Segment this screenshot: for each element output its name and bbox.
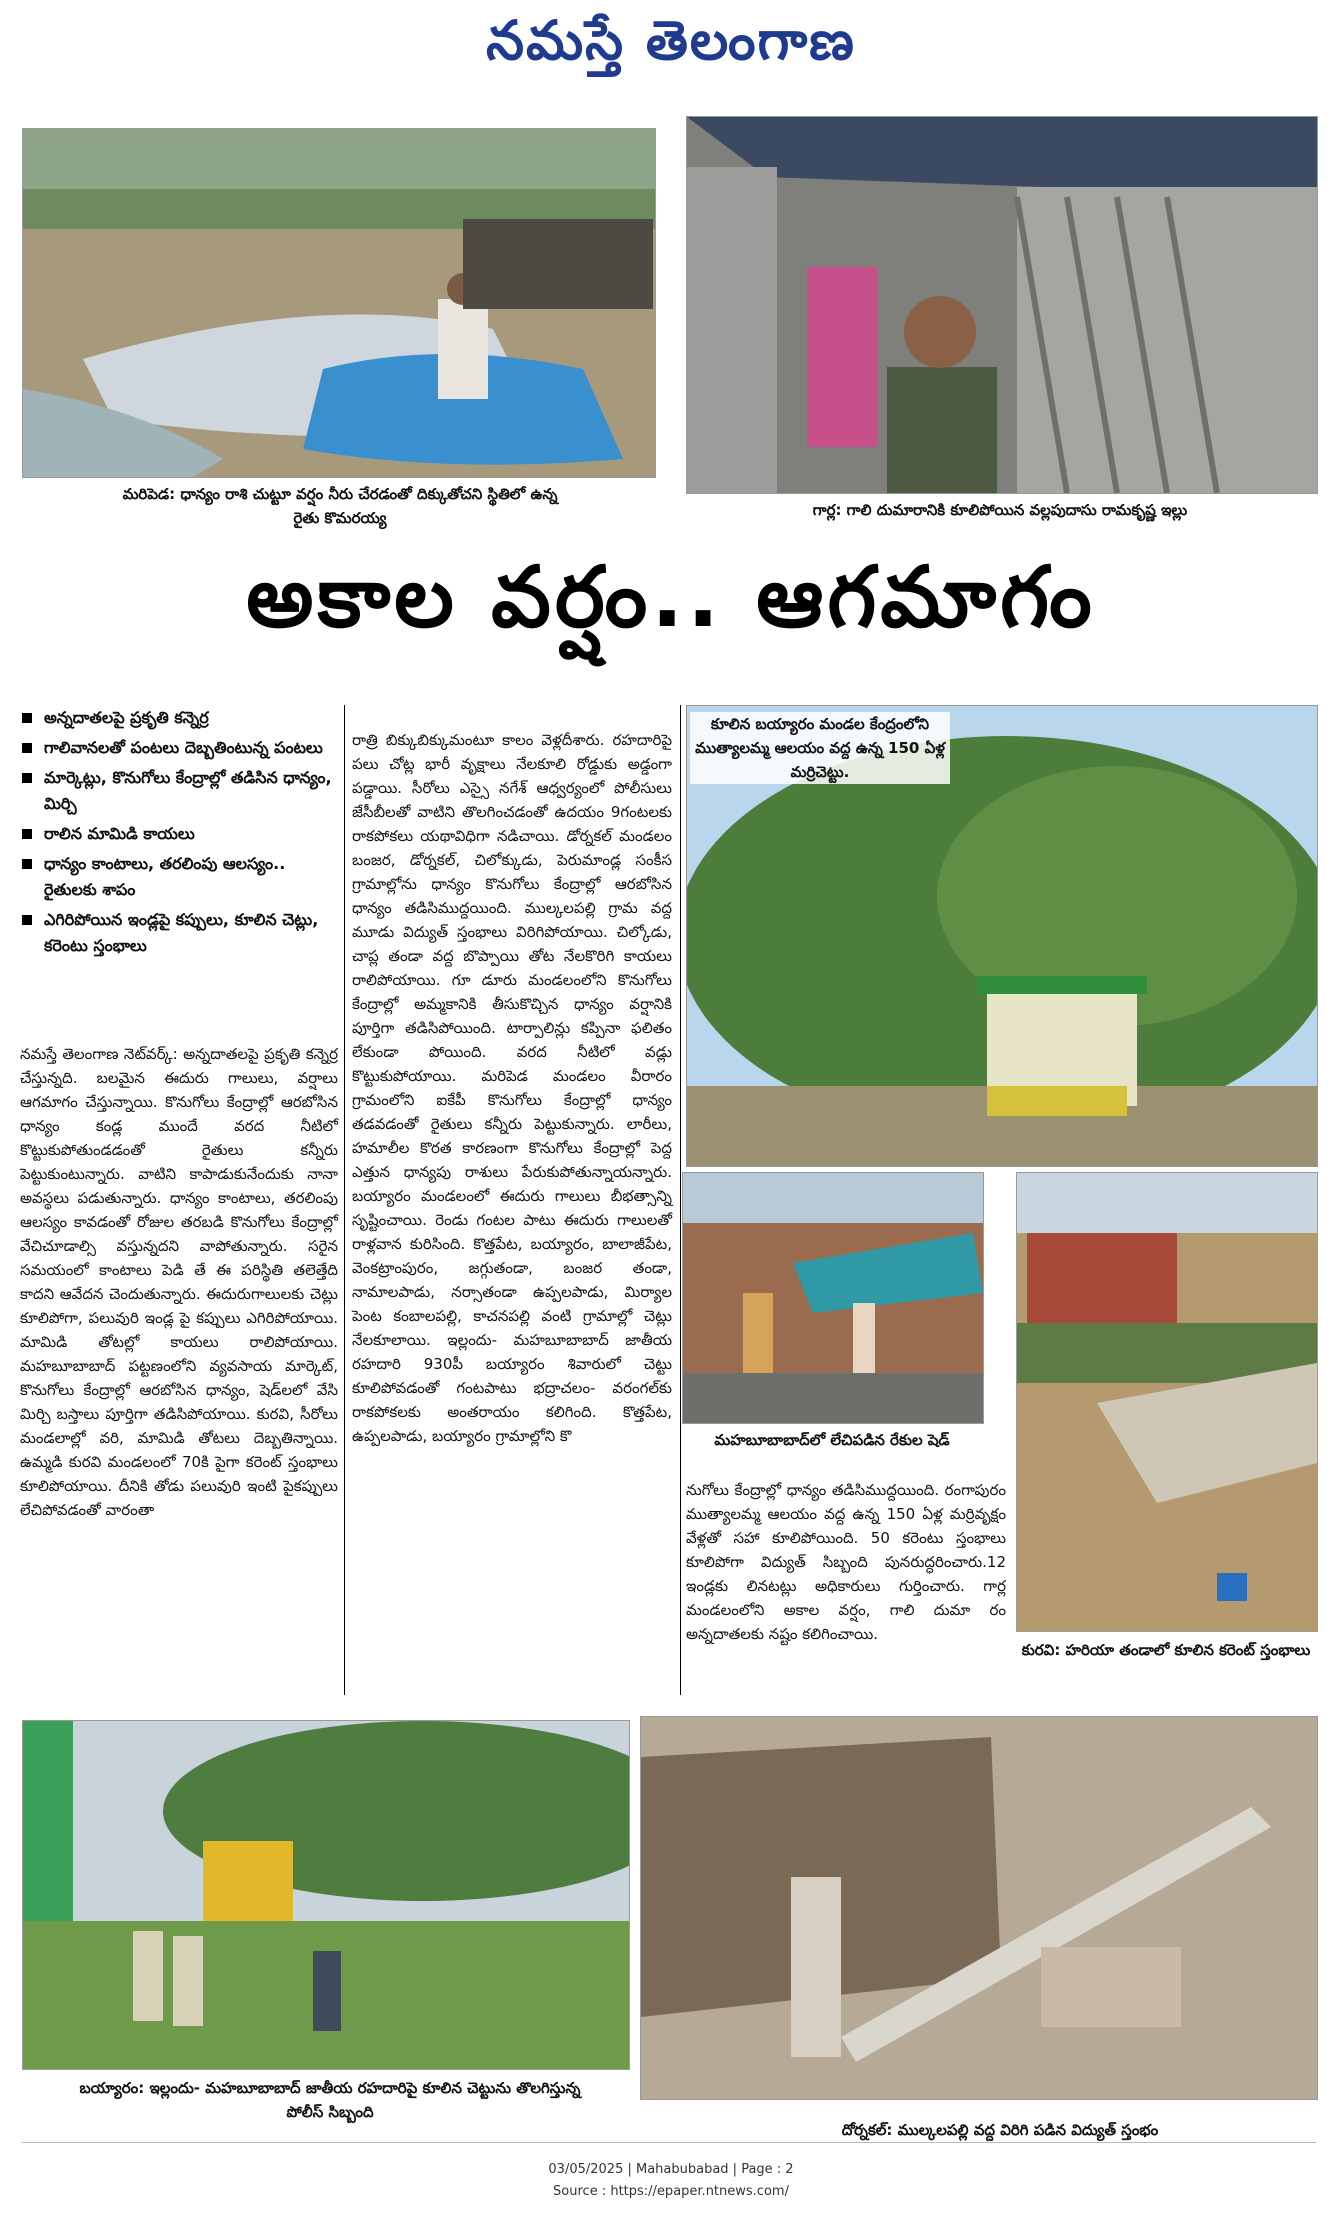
caption-fallen-banyan: కూలిన బయ్యారం మండల కేంద్రంలోని ముత్యాలమ్మ ఆలయం వద్ద ఉన్న 150 ఏళ్ల మర్రిచెట్టు.: [690, 712, 950, 784]
article-column-1: నమస్తే తెలంగాణ నెట్‌వర్క్: అన్నదాతలపై ప్రకృతి కన్నెర్ర చేస్తున్నది. బలమైన ఈదురు గాలులు, వర్షాలు ఆగమాగం చేస్తున్నాయి. కొనుగోలు కేంద్రాల్లో ఆరబోసిన ధాన్యం కండ్ల ముందే వరద నీటిలో కొట్టుకుపోతుండడంతో రైతులు కన్నీరు పెట్టుకుంటున్నారు. వాటిని కాపాడుకునేందుకు నానా అవస్థలు పడుతున్నారు. ధాన్యం కాంటాలు, తరలింపు ఆలస్యం కావడంతో రోజుల తరబడి కొనుగోలు కేంద్రాల్లో వేచిచూడాల్సి వస్తున్నదని వాపోతున్నారు. సరైన సమయంలో కాంటాలు పెడి తే ఈ పరిస్థితి తలెత్తేది కాదని ఆవేదన చెందుతున్నారు. ఈదురుగాలులకు చెట్లు కూలిపోగా, పలువురి ఇండ్ల పై కప్పులు ఎగిరిపోయాయి. మామిడి తోటల్లో కాయలు రాలిపోయాయి. మహబూబాబాద్ పట్టణంలోని వ్యవసాయ మార్కెట్, కొనుగోలు కేంద్రాల్లో ఆరబోసిన ధాన్యం, షెడ్‌లలో వేసి మిర్చి బస్తాలు పూర్తిగా తడిసిపోయాయి. కురవి, సీరోలు మండలాల్లో వరి, మామిడి తోటలు దెబ్బతిన్నాయి. ఉమ్మడి కురవి మండలంలో 70కి పైగా కరెంట్ స్తంభాలు కూలిపోయాయి. దీనికి తోడు పలువురి ఇంటి పైకప్పులు లేచిపోవడంతో వారంతా: [20, 1045, 338, 1519]
caption-tree-clearing: బయ్యారం: ఇల్లందు- మహబూబాబాద్ జాతీయ రహదారిపై కూలిన చెట్టును తొలగిస్తున్న పోలీస్ సిబ్బంది: [79, 2079, 581, 2121]
highlight-item: గాలివానలతో పంటలు దెబ్బతింటున్న పంటలు: [20, 735, 340, 761]
caption-farmer-grain: మరిపెడ: ధాన్యం రాశి చుట్టూ వర్షం నీరు చేరడంతో దిక్కుతోచని స్థితిలో ఉన్న రైతు కొమరయ్య: [122, 485, 558, 527]
photo-farmer-grain: [22, 128, 656, 478]
photo-collapsed-house: [686, 116, 1318, 494]
footer-rule: [22, 2142, 1316, 2143]
highlight-item: రాలిన మామిడి కాయలు: [20, 821, 340, 847]
highlights-list: [20, 705, 340, 963]
highlight-item: ఎగిరిపోయిన ఇండ్లపై కప్పులు, కూలిన చెట్లు, కరెంటు స్తంభాలు: [20, 907, 340, 959]
caption-broken-pole: దోర్నకల్: ముల్కలపల్లి వద్ద విరిగి పడిన విద్యుత్ స్తంభం: [841, 2121, 1159, 2139]
article-column-2: రాత్రి బిక్కుబిక్కుమంటూ కాలం వెళ్లదీశారు. రహదారిపై పలు చోట్ల భారీ వృక్షాలు నేలకూలి రోడ్డుకు అడ్డంగా పడ్డాయి. సీరోలు ఎస్సై నగేశ్ ఆధ్వర్యంలో పోలీసులు జేసీబీలతో వాటిని తొలగించడంతో ఉదయం 9గంటలకు రాకపోకలు యథావిధిగా నడిచాయి. డోర్నకల్ మండలం బంజర, డోర్నకల్, చిలోక్కుడు, పెరుమాండ్ల సంకీస గ్రామాల్లోను ధాన్యం కొనుగోలు కేంద్రాల్లో ఆరబోసిన ధాన్యం తడిసిముద్దయింది. ముల్కలపల్లి గ్రామ వద్ద మూడు విద్యుత్ స్తంభాలు విరిగిపోయాయి. చిల్కోడు, చాప్ల తండా వద్ద బొప్పాయి తోట నేలకొరిగి కాయలు రాలిపోయాయి. గూ డూరు మండలంలోని కొనుగోలు కేంద్రాల్లో అమ్మకానికి తీసుకొచ్చిన ధాన్యం వర్షానికి పూర్తిగా తడిసిపోయింది. టార్పాలిన్లు కప్పినా ఫలితం లేకుండా పోయింది. వరద నీటిలో వడ్లు కొట్టుకుపోయాయి. మరిపెడ మండలం వీరారం గ్రామంలోని ఐకేపీ కొనుగోలు కేంద్రాల్లో ధాన్యం తడవడంతో రైతులు కన్నీరు పెట్టుకున్నారు. లారీలు, హమాలీల కొరత కారణంగా కొనుగోలు కేంద్రాల్లో పెద్ద ఎత్తున ధాన్యపు రాశులు పేరుకుపోతున్నాయన్నారు. బయ్యారం మండలంలో ఈదురు గాలులు బీభత్సాన్ని సృష్టించాయి. రెండు గంటల పాటు ఈదురు గాలులతో రాళ్లవాన కురిసింది. కొత్తపేట, బయ్యారం, బాలాజీపేట, వెంకట్రాంపురం, జగ్గుతండా, బంజర తండా, నామాలపాడు, నర్సాతండా ఉప్పలపాడు, మిర్యాల పెంట కంబాలపల్లి, కాచనపల్లి వంటి గ్రామాల్లో చెట్లు నేలకూలాయి. ఇల్లందు- మహబూబాబాద్ జాతీయ రహదారి 930పీ బయ్యారం శివారులో చెట్టు కూలిపోవడంతో గంటపాటు భద్రాచలం- వరంగల్‌కు రాకపోకలకు అంతరాయం కలిగింది. కొత్తపేట, ఉప్పలపాడు, బయ్యారం గ్రామాల్లోని కొ: [352, 731, 672, 1445]
photo-shed: [682, 1172, 984, 1424]
caption-village-road: కురవి: హరియా తండాలో కూలిన కరెంట్ స్తంభాలు: [1021, 1641, 1311, 1659]
masthead: నమస్తే తెలంగాణ: [486, 8, 856, 72]
photo-broken-pole: [640, 1716, 1318, 2100]
footer-date-line: 03/05/2025 | Mahabubabad | Page : 2: [548, 2162, 794, 2177]
photo-village-road: [1016, 1172, 1318, 1632]
footer-source-line: Source : https://epaper.ntnews.com/: [553, 2184, 789, 2199]
caption-collapsed-house: గార్ల: గాలి దుమారానికి కూలిపోయిన వల్లపుదాసు రామకృష్ణ ఇల్లు: [812, 501, 1188, 519]
photo-tree-clearing: [22, 1720, 630, 2070]
article-column-3: నుగోలు కేంద్రాల్లో ధాన్యం తడిసిముద్దయింది. రంగాపురం ముత్యాలమ్మ ఆలయం వద్ద ఉన్న 150 ఏళ్ల మర్రివృక్షం వేళ్లతో సహా కూలిపోయింది. 50 కరెంటు స్తంభాలు కూలిపోగా విద్యుత్ సిబ్బంది పునరుద్ధరించారు.12 ఇండ్లకు లినటట్లు అధికారులు గుర్తించారు. గార్ల మండలంలోని అకాల వర్షం, గాలి దుమా రం అన్నదాతలకు నష్టం కలిగించాయి.: [686, 1481, 1006, 1643]
highlight-item: ధాన్యం కాంటాలు, తరలింపు ఆలస్యం.. రైతులకు శాపం: [20, 851, 340, 903]
highlight-item: మార్కెట్లు, కొనుగోలు కేంద్రాల్లో తడిసిన ధాన్యం, మిర్చి: [20, 765, 340, 817]
highlight-item: అన్నదాతలపై ప్రకృతి కన్నెర్ర: [20, 705, 340, 731]
column-rule: [680, 705, 681, 1695]
caption-shed: మహబూబాబాద్‌లో లేచిపడిన రేకుల షెడ్: [714, 1431, 950, 1449]
column-rule: [344, 705, 345, 1695]
headline: అకాల వర్షం.. ఆగమాగం: [246, 548, 1096, 646]
